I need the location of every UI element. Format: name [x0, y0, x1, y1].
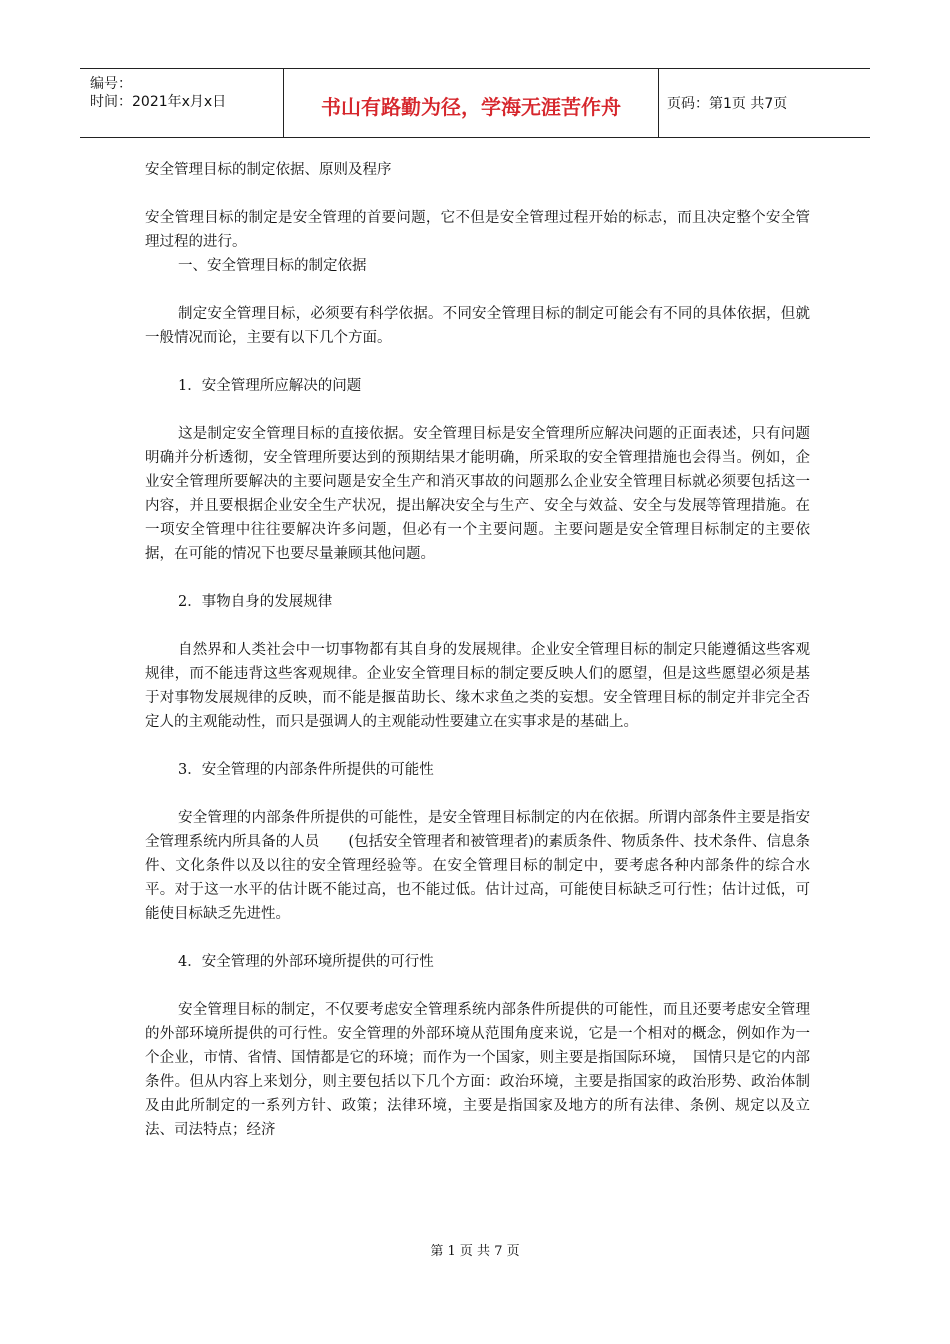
header-meta: [80, 69, 284, 137]
page-footer: 第 1 页 共 7 页: [430, 1244, 520, 1259]
subheading: 4．安全管理的外部环境所提供的可行性: [178, 954, 434, 970]
number-label: 编号：: [90, 76, 132, 92]
document-header: [80, 68, 870, 138]
subheading: 3．安全管理的内部条件所提供的可能性: [178, 762, 434, 778]
subheading: 1．安全管理所应解决的问题: [178, 378, 362, 394]
intro-paragraph: 安全管理目标的制定是安全管理的首要问题，它不但是安全管理过程开始的标志，而且决定整个安全管理过程的进行。: [145, 210, 810, 250]
paragraph: 安全管理目标的制定，不仅要考虑安全管理系统内部条件所提供的可能性，而且还要考虑安全管理的外部环境所提供的可行性。安全管理的外部环境从范围角度来说，它是一个相对的概念，例如作为一个企业，市情、省情、国情都是它的环境；而作为一个国家，则主要是指国际环境， 国情只是它的内部条件。但从内容上来划分，则主要包括以下几个方面：政治环境，主要是指国家的政治形势、政治体制及由此所制定的一系列方针、政策；法律环境，主要是指国家及地方的所有法律、条例、规定以及立法、司法特点；经济: [145, 1002, 810, 1138]
header-page-cell: [659, 69, 870, 137]
paragraph: 自然界和人类社会中一切事物都有其自身的发展规律。企业安全管理目标的制定只能遵循这些客观规律，而不能违背这些客观规律。企业安全管理目标的制定要反映人们的愿望，但是这些愿望必须是基于对事物发展规律的反映，而不能是揠苗助长、缘木求鱼之类的妄想。安全管理目标的制定并非完全否定人的主观能动性，而只是强调人的主观能动性要建立在实事求是的基础上。: [145, 642, 810, 730]
document-title: 安全管理目标的制定依据、原则及程序: [145, 162, 392, 178]
paragraph: 安全管理的内部条件所提供的可能性，是安全管理目标制定的内在依据。所谓内部条件主要是指安全管理系统内所具备的人员 (包括安全管理者和被管理者)的素质条件、物质条件、技术条件、信息条件、文化条件以及以往的安全管理经验等。在安全管理目标的制定中，要考虑各种内部条件的综合水平。对于这一水平的估计既不能过高，也不能过低。估计过高，可能使目标缺乏可行性；估计过低，可能使目标缺乏先进性。: [145, 810, 810, 922]
document-body: [145, 158, 810, 1166]
subheading: 2．事物自身的发展规律: [178, 594, 333, 610]
header-motto-cell: [284, 69, 659, 137]
date-label: 时间：2021年x月x日: [90, 94, 227, 110]
paragraph: 这是制定安全管理目标的直接依据。安全管理目标是安全管理所应解决问题的正面表述，只有问题明确并分析透彻，安全管理所要达到的预期结果才能明确，所采取的安全管理措施也会得当。例如，企业安全管理所要解决的主要问题是安全生产和消灭事故的问题那么企业安全管理目标就必须要包括这一内容，并且要根据企业安全生产状况，提出解决安全与生产、安全与效益、安全与发展等管理措施。在一项安全管理中往往要解决许多问题，但必有一个主要问题。主要问题是安全管理目标制定的主要依据，在可能的情况下也要尽量兼顾其他问题。: [145, 426, 810, 562]
header-page-info: 页码：第1页 共7页: [667, 96, 788, 112]
section-heading: 一、安全管理目标的制定依据: [178, 258, 367, 274]
header-motto: 书山有路勤为径，学海无涯苦作舟: [321, 95, 621, 119]
paragraph: 制定安全管理目标，必须要有科学依据。不同安全管理目标的制定可能会有不同的具体依据，但就一般情况而论，主要有以下几个方面。: [145, 306, 810, 346]
